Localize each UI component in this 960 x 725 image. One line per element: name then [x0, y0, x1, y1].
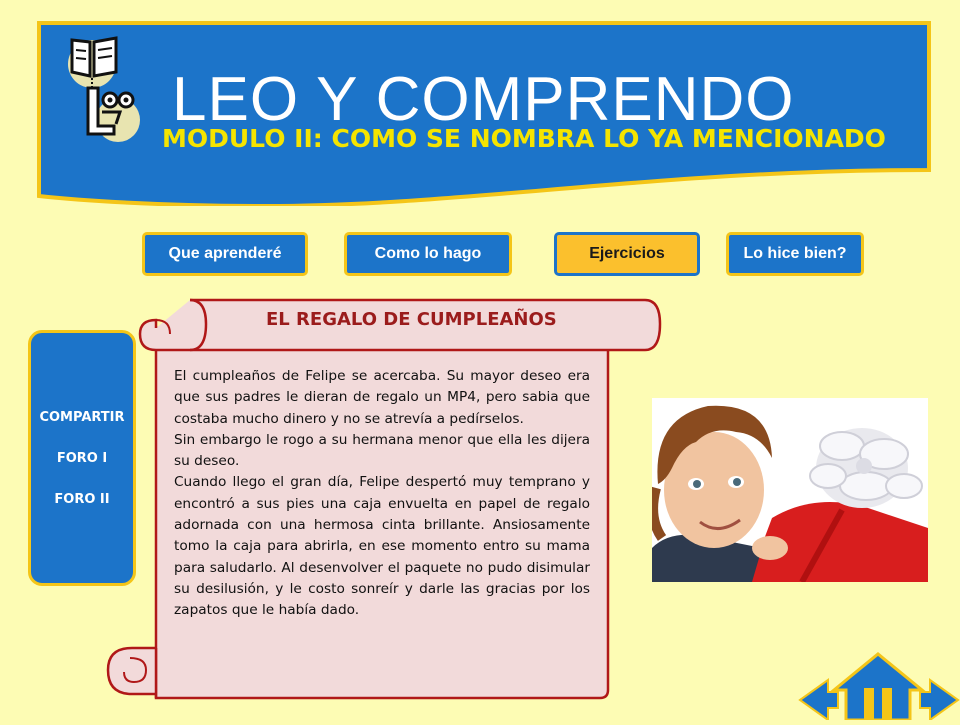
arrow-left-icon[interactable]: [800, 680, 838, 720]
reader-icon: [84, 80, 144, 144]
como-lo-hago-button[interactable]: Como lo hago: [344, 232, 512, 276]
story-paragraph: Sin embargo le rogo a su hermana menor que ella les dijera su deseo.: [174, 431, 590, 470]
story-paragraph: El cumpleaños de Felipe se acercaba. Su mayor deseo era que sus padres le dieran de regalo un MP4, pero sabia que costaba mucho dinero y no se atrevía a pedírselos.: [174, 368, 590, 427]
story-title: EL REGALO DE CUMPLEAÑOS: [266, 309, 557, 330]
ejercicios-button[interactable]: Ejercicios: [554, 232, 700, 276]
arrow-right-icon[interactable]: [920, 680, 958, 720]
sidebar-item-foro-2[interactable]: FORO II: [54, 491, 110, 507]
boy-with-gift-image: [652, 398, 928, 582]
home-icon[interactable]: [834, 654, 922, 720]
sidebar-item-foro-1[interactable]: FORO I: [56, 450, 108, 466]
page-title: LEO Y COMPRENDO: [172, 65, 795, 134]
story-paragraph: Cuando llego el gran día, Felipe despertó muy temprano y encontró a sus pies una caja envuelta en papel de regalo adornada con una hermosa cinta brillante. Ansiosamente tomo la caja para abrirla, en ese momento entro su mama para saludarlo. Al desenvolver el paquete no pudo disimular su desilusión, y le costo sonreír y darle las gracias por los zapatos que le había dado.: [174, 474, 590, 619]
page-subtitle: MODULO II: COMO SE NOMBRA LO YA MENCIONADO: [162, 124, 886, 153]
story-text: [174, 366, 590, 622]
navigation-arrows: [798, 650, 960, 720]
sidebar-item-compartir[interactable]: COMPARTIR: [39, 409, 125, 425]
que-aprendere-button[interactable]: Que aprenderé: [142, 232, 308, 276]
lo-hice-bien-button[interactable]: Lo hice bien?: [726, 232, 864, 276]
